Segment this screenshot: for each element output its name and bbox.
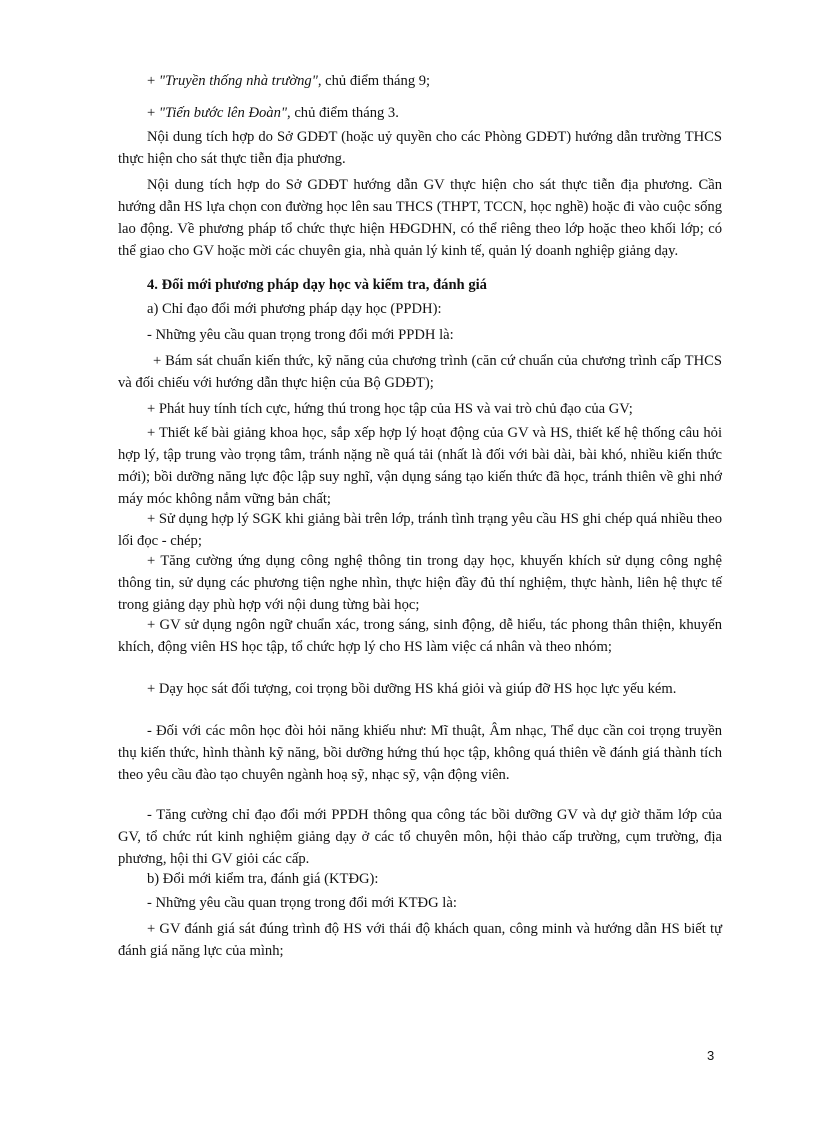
paragraph-nang-khieu: - Đối với các môn học đòi hỏi năng khiếu như: Mĩ thuật, Âm nhạc, Thể dục cần coi trọng truyền thụ kiến thức, hình thành kỹ năng, bồi dưỡng hứng thú học tập, không quá thiên về đánh giá thành tích theo yêu cầu đào tạo chuyên ngành hoạ sỹ, nhạc sỹ, vận động viên. [118,723,722,783]
paragraph-yeu-cau-ppdh: - Những yêu cầu quan trọng trong đổi mới PPDH là: [147,327,454,343]
theme-month: , chủ điểm tháng 3. [287,105,399,121]
paragraph-gv-danh-gia: + GV đánh giá sát đúng trình độ HS với thái độ khách quan, công minh và hướng dẫn HS biết tự đánh giá năng lực của mình; [118,921,722,959]
paragraph-thiet-ke: + Thiết kế bài giảng khoa học, sắp xếp hợp lý hoạt động của GV và HS, thiết kế hệ thống câu hỏi hợp lý, tập trung vào trọng tâm, tránh nặng nề quá tải (nhất là đối với bài dài, bài khó, nhiều kiến thức mới); bồi dưỡng năng lực độc lập suy nghĩ, vận dụng sáng tạo kiến thức đã học, tránh thiên về ghi nhớ máy móc không nắm vững bản chất; [118,425,722,507]
theme-title: "Tiến bước lên Đoàn" [158,105,288,121]
paragraph-bullet-tien-buoc [118,102,722,124]
paragraph-tang-cuong: - Tăng cường chỉ đạo đổi mới PPDH thông qua công tác bồi dưỡng GV và dự giờ thăm lớp của GV, tổ chức rút kinh nghiệm giảng dạy ở các tổ chuyên môn, hội thảo cấp trường, cụm trường, địa phương, hội thi GV giỏi các cấp. [118,807,722,867]
bullet-prefix: + [147,105,159,121]
paragraph-yeu-cau-ktdg: - Những yêu cầu quan trọng trong đổi mới KTĐG là: [147,895,457,911]
subsection-heading-a: a) Chỉ đạo đổi mới phương pháp dạy học (PPDH): [147,301,442,317]
paragraph-su-dung-sgk: + Sử dụng hợp lý SGK khi giảng bài trên lớp, tránh tình trạng yêu cầu HS ghi chép quá nhiều theo lối đọc - chép; [118,511,722,549]
paragraph-phat-huy: + Phát huy tính tích cực, hứng thú trong học tập của HS và vai trò chủ đạo của GV; [147,401,633,417]
bullet-prefix: + [147,73,159,89]
paragraph-cntt: + Tăng cường ứng dụng công nghệ thông tin trong dạy học, khuyến khích sử dụng công nghệ thông tin, sử dụng các phương tiện nghe nhìn, thực hiện đầy đủ thí nghiệm, thực hành, liên hệ thực tế trong giảng dạy phù hợp với nội dung từng bài học; [118,553,722,613]
paragraph-noi-dung-1: Nội dung tích hợp do Sở GDĐT (hoặc uỷ quyền cho các Phòng GDĐT) hướng dẫn trường THCS thực hiện cho sát thực tiễn địa phương. [118,129,722,167]
theme-title: "Truyền thống nhà trường" [158,73,318,89]
page-number: 3 [707,1048,715,1063]
paragraph-bullet-truyen-thong [118,70,722,92]
paragraph-ngon-ngu: + GV sử dụng ngôn ngữ chuẩn xác, trong sáng, sinh động, dễ hiểu, tác phong thân thiện, khuyến khích, động viên HS học tập, tổ chức hợp lý cho HS làm việc cá nhân và theo nhóm; [118,617,722,655]
paragraph-sat-doi-tuong: + Dạy học sát đối tượng, coi trọng bồi dưỡng HS khá giỏi và giúp đỡ HS học lực yếu kém. [147,681,677,697]
paragraph-noi-dung-2: Nội dung tích hợp do Sở GDĐT hướng dẫn GV thực hiện cho sát thực tiễn địa phương. Cần hướng dẫn HS lựa chọn con đường học lên sau THCS (THPT, TCCN, học nghề) hoặc đi vào cuộc sống lao động. Về phương pháp tổ chức thực hiện HĐGDHN, có thể riêng theo lớp hoặc theo khối lớp; có thể giao cho GV hoặc mời các chuyên gia, nhà quản lý kinh tế, quản lý doanh nghiệp giảng dạy. [118,177,722,259]
paragraph-bam-sat: + Bám sát chuẩn kiến thức, kỹ năng của chương trình (căn cứ chuẩn của chương trình cấp THCS và đối chiếu với hướng dẫn thực hiện của Bộ GDĐT); [118,353,722,391]
subsection-heading-b: b) Đổi mới kiểm tra, đánh giá (KTĐG): [147,871,379,887]
section-heading: 4. Đổi mới phương pháp dạy học và kiểm tra, đánh giá [147,277,487,293]
theme-month: , chủ điểm tháng 9; [317,73,431,89]
